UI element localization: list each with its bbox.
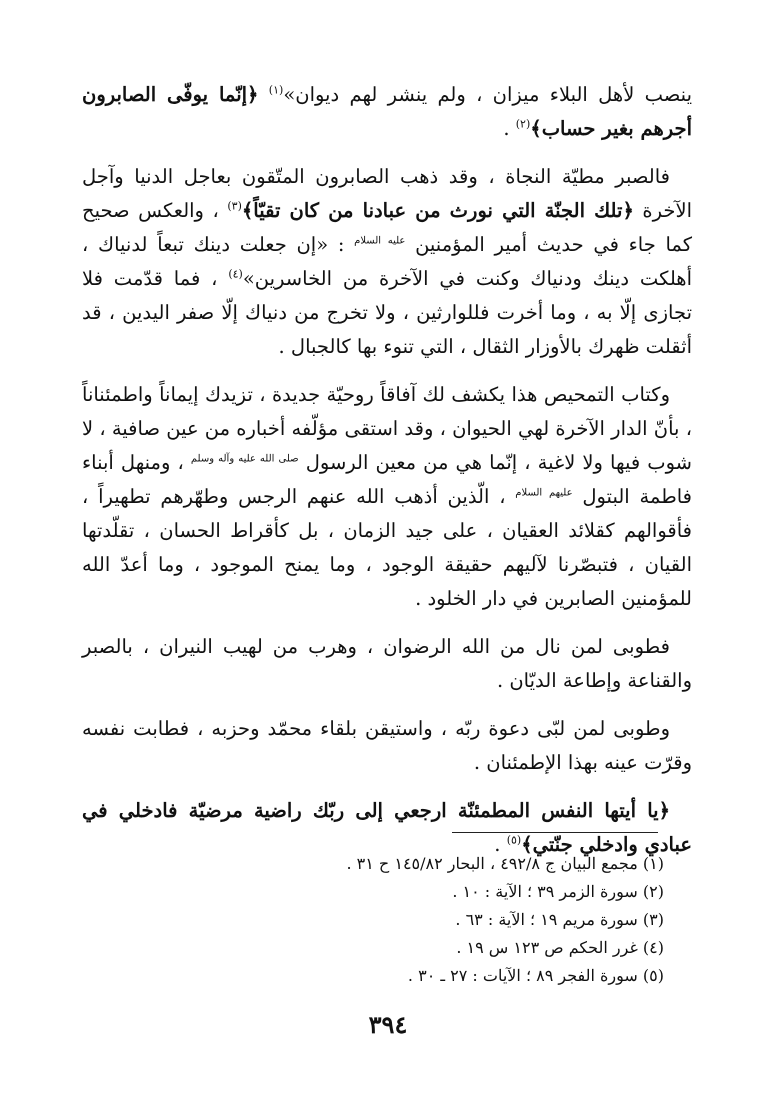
- footnotes: [120, 850, 664, 990]
- honorific: عليهم السلام: [515, 487, 573, 499]
- paragraph: [82, 378, 692, 616]
- paragraph: [82, 78, 692, 146]
- paragraph: [82, 160, 692, 364]
- text-run: ، الّذين أذهب الله عنهم الرجس وطهّرهم تطهيراً ، فأقوالهم كقلائد العقيان ، على جيد الزمان ، بل كأقراط الحسان ، تقلّدتها القيان ، فتبصّرنا لآليهم حقيقة الوجود ، وما يمنح الموجود ، وما أعدّ الله للمؤمنين الصابرين في دار الخلود .: [82, 485, 692, 610]
- text-run: [258, 83, 268, 106]
- footnote-ref: (٥): [506, 833, 522, 847]
- paragraph: [82, 712, 692, 780]
- footnote-ref: (٤): [228, 267, 243, 281]
- honorific: عليه السلام: [354, 235, 406, 247]
- text-run: ، والعكس صحيح كما جاء في حديث أمير المؤمنين: [82, 199, 692, 256]
- main-text: [82, 78, 692, 876]
- text-run: فالصبر مطيّة النجاة ، وقد ذهب الصابرون المتّقون بعاجل الدنيا وآجل الآخرة: [82, 165, 692, 222]
- text-run: : «إن جعلت دينك تبعاً لدنياك ، أهلكت دينك ودنياك وكنت في الآخرة من الخاسرين»: [82, 233, 693, 290]
- footnote-ref: (١): [268, 83, 284, 97]
- quran-quote: ﴿يا أيتها النفس المطمئنّة ارجعي إلى ربّك راضية مرضيّة فادخلي في عبادي وادخلي جنّتي﴾: [82, 799, 692, 856]
- quran-quote: ﴿إنّما يوفّى الصابرون أجرهم بغير حساب﴾: [82, 83, 692, 140]
- footnote: (٤) غرر الحكم ص ١٢٣ س ١٩ .: [456, 938, 664, 957]
- footnote: (١) مجمع البيان ج ٤٩٢/٨ ، البحار ١٤٥/٨٢ ح ٣١ .: [346, 854, 664, 873]
- footnote-ref: (٢): [515, 117, 531, 131]
- footnote-ref: (٣): [227, 199, 242, 213]
- quran-quote: ﴿تلك الجنّة التي نورث من عبادنا من كان تقيّاً﴾: [241, 199, 634, 222]
- page-number: ٣٩٤: [368, 1010, 408, 1039]
- text-run: ، فما قدّمت فلا تجازى إلّا به ، وما أخرت فللوارثين ، ولا تخرج من دنياك إلّا صفر اليدين ، قد أثقلت ظهرك بالأوزار الثقال ، التي تنوء بها كالجبال .: [82, 267, 692, 358]
- honorific: صلى الله عليه وآله وسلم: [190, 453, 299, 465]
- text-run: ، ومنهل أبناء فاطمة البتول: [82, 451, 692, 508]
- text-run: .: [494, 833, 507, 856]
- paragraph: [82, 630, 692, 698]
- text-run: .: [503, 117, 516, 140]
- text-run: وطوبى لمن لبّى دعوة ربّه ، واستيقن بلقاء محمّد وحزبه ، فطابت نفسه وقرّت عينه بهذا الإطمئنان .: [82, 717, 692, 774]
- footnote-separator: [452, 832, 658, 833]
- text-run: وكتاب التمحيص هذا يكشف لك آفاقاً روحيّة جديدة ، تزيدك إيماناً واطمئناناً ، بأنّ الدار الآخرة لهي الحيوان ، وقد استقى مؤلّفه أخباره من عين صافية ، لا شوب فيها ولا لاغية ، إنّما هي من معين الرسول: [82, 383, 693, 474]
- footnote: (٣) سورة مريم ١٩ ؛ الآية : ٦٣ .: [455, 910, 664, 929]
- text-run: فطوبى لمن نال من الله الرضوان ، وهرب من لهيب النيران ، بالصبر والقناعة وإطاعة الديّان .: [82, 635, 692, 692]
- footnote: (٥) سورة الفجر ٨٩ ؛ الآيات : ٢٧ ـ ٣٠ .: [407, 966, 664, 985]
- footnote: (٢) سورة الزمر ٣٩ ؛ الآية : ١٠ .: [452, 882, 664, 901]
- text-run: ينصب لأهل البلاء ميزان ، ولم ينشر لهم ديوان»: [283, 83, 692, 106]
